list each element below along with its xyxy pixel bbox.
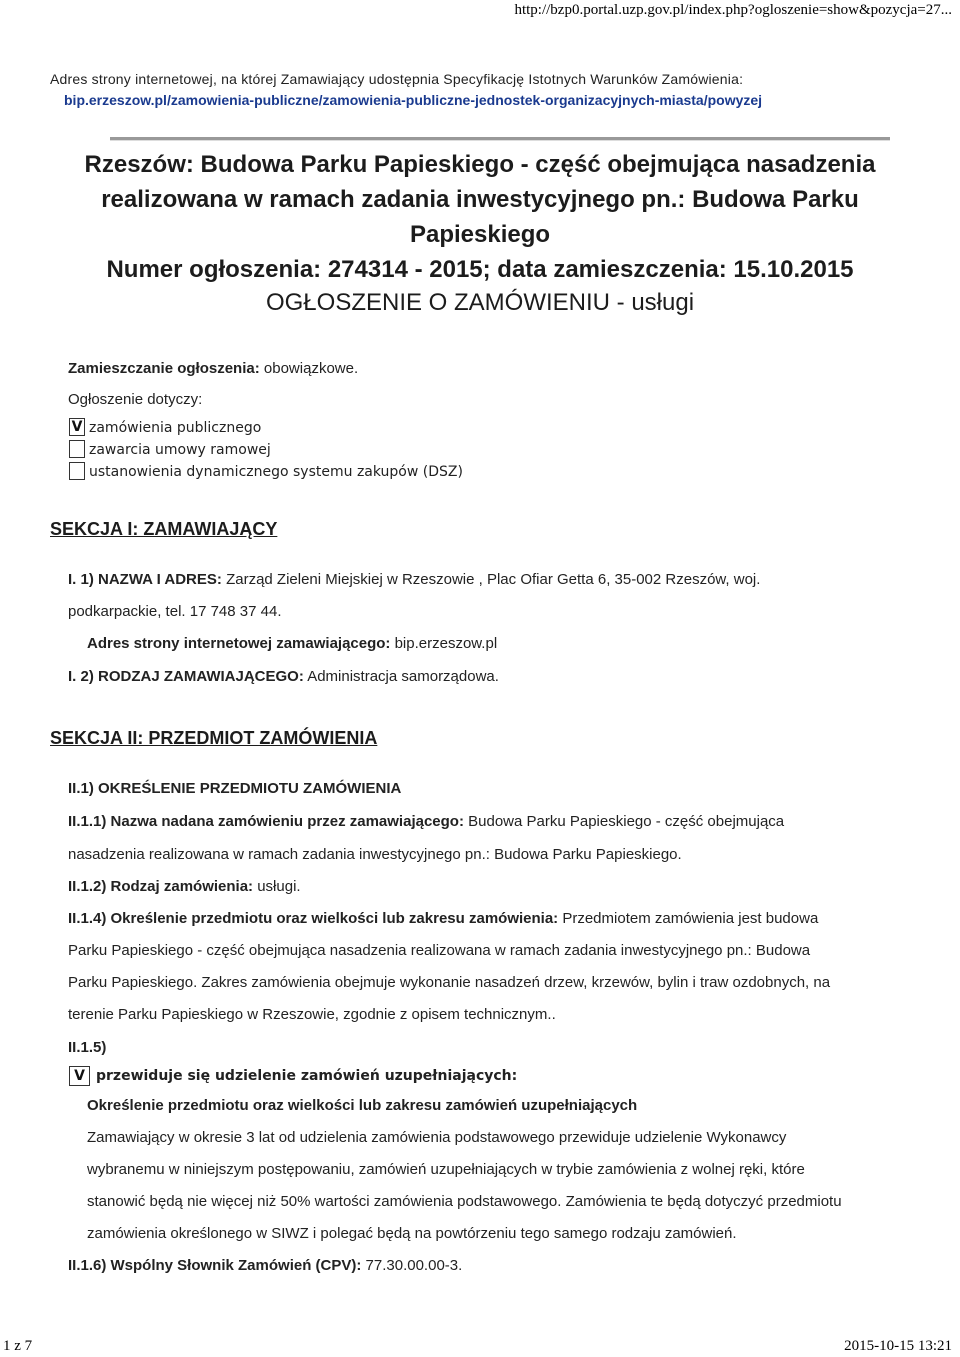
contract-type-value: usługi. (257, 878, 301, 895)
authority-website-row (87, 635, 497, 652)
placement-row (68, 360, 358, 377)
section-2-heading: SEKCJA II: PRZEDMIOT ZAMÓWIENIA (50, 728, 378, 748)
concerns-label: Ogłoszenie dotyczy: (68, 391, 203, 408)
horizontal-rule (110, 137, 890, 141)
page-url: http://bzp0.portal.uzp.gov.pl/index.php?ogloszenie=show&pozycja=27... (514, 2, 952, 18)
section-1-heading: SEKCJA I: ZAMAWIAJĄCY (50, 519, 278, 539)
contract-type-label: II.1.2) Rodzaj zamówienia: (68, 878, 254, 895)
subject-scope-line-3: Parku Papieskiego. Zakres zamówienia obejmuje wykonanie nasadzeń drzew, krzewów, bylin i traw ozdobnych, na (68, 974, 831, 991)
placement-value: obowiązkowe. (263, 360, 359, 377)
supplementary-orders-line-2: wybranemu w niniejszym postępowaniu, zamówień uzupełniających w trybie zamówienia z wolnej ręki, które (87, 1161, 805, 1178)
contract-type-row (68, 878, 301, 895)
notice-title-line-1: Rzeszów: Budowa Parku Papieskiego - część obejmująca nasadzenia (84, 151, 876, 178)
authority-website-value: bip.erzeszow.pl (394, 635, 498, 652)
subject-scope-line-2: Parku Papieskiego - część obejmująca nasadzenia realizowana w ramach zadania inwestycyjnego pn.: Budowa (68, 942, 811, 959)
contract-name-value: Budowa Parku Papieskiego - część obejmująca (468, 813, 785, 830)
notice-title-line-3: Papieskiego (409, 221, 551, 248)
subject-scope-label: II.1.4) Określenie przedmiotu oraz wielkości lub zakresu zamówienia: (68, 910, 559, 927)
checkbox-label-framework-agreement: zawarcia umowy ramowej (89, 442, 271, 458)
checkbox-label-public-procurement: zamówienia publicznego (89, 420, 262, 436)
contract-name-row (68, 813, 784, 830)
page-number: 1 z 7 (3, 1338, 33, 1354)
cpv-value: 77.30.00.00-3. (365, 1257, 463, 1274)
checkbox-dps (69, 462, 85, 480)
supplementary-orders-line-3: stanowić będą nie więcej niż 50% wartości zamówienia podstawowego. Zamówienia te będą dotyczyć przedmiotu (87, 1193, 842, 1210)
siwz-address-label: Adres strony internetowej, na której Zamawiający udostępnia Specyfikację Istotnych Warunków Zamówienia: (50, 71, 744, 87)
placement-label: Zamieszczanie ogłoszenia: (68, 360, 260, 377)
contracting-authority-name-row (68, 571, 760, 588)
subject-scope-line-4: terenie Parku Papieskiego w Rzeszowie, zgodnie z opisem technicznym.. (68, 1006, 556, 1023)
contract-name-label: II.1.1) Nazwa nadana zamówieniu przez zamawiającego: (68, 813, 464, 830)
supplementary-orders-label: II.1.5) (68, 1039, 107, 1056)
notice-title-line-2: realizowana w ramach zadania inwestycyjnego pn.: Budowa Parku (101, 186, 859, 213)
cpv-label: II.1.6) Wspólny Słownik Zamówień (CPV): (68, 1257, 362, 1274)
print-datetime: 2015-10-15 13:21 (844, 1338, 952, 1354)
authority-type-row (68, 668, 499, 685)
cpv-row (68, 1257, 462, 1274)
subject-scope-value: Przedmiotem zamówienia jest budowa (562, 910, 819, 927)
contract-name-value-line-2: nasadzenia realizowana w ramach zadania inwestycyjnego pn.: Budowa Parku Papieskiego. (68, 846, 682, 863)
subject-definition-heading: II.1) OKREŚLENIE PRZEDMIOTU ZAMÓWIENIA (68, 780, 402, 797)
siwz-address-link[interactable]: bip.erzeszow.pl/zamowienia-publiczne/zamowienia-publiczne-jednostek-organizacyjnych-miasta/powyzej (64, 92, 763, 108)
contracting-authority-address-line-2: podkarpackie, tel. 17 748 37 44. (68, 603, 282, 620)
checkbox-framework-agreement (69, 440, 85, 458)
name-address-label: I. 1) NAZWA I ADRES: (68, 571, 222, 588)
supplementary-orders-line-4: zamówienia określonego w SIWZ i polegać będą na powtórzeniu tego samego rodzaju zamówień. (87, 1225, 737, 1242)
checkbox-supplementary-orders: V (69, 1066, 90, 1086)
checkbox-label-supplementary-orders: przewiduje się udzielenie zamówień uzupełniających: (96, 1068, 518, 1084)
checkbox-public-procurement: V (69, 418, 85, 436)
checkbox-label-dps: ustanowienia dynamicznego systemu zakupów (DSZ) (89, 464, 463, 480)
subject-scope-row (68, 910, 818, 927)
notice-number: Numer ogłoszenia: 274314 - 2015; data zamieszczenia: 15.10.2015 (106, 256, 854, 283)
notice-type: OGŁOSZENIE O ZAMÓWIENIU - usługi (265, 289, 695, 316)
authority-website-label: Adres strony internetowej zamawiającego: (87, 635, 391, 652)
name-address-value: Zarząd Zieleni Miejskiej w Rzeszowie , Plac Ofiar Getta 6, 35-002 Rzeszów, woj. (226, 571, 761, 588)
authority-type-label: I. 2) RODZAJ ZAMAWIAJĄCEGO: (68, 668, 304, 685)
supplementary-orders-line-1: Zamawiający w okresie 3 lat od udzielenia zamówienia podstawowego przewiduje udzielenie Wykonawcy (87, 1129, 787, 1146)
supplementary-orders-subheading: Określenie przedmiotu oraz wielkości lub zakresu zamówień uzupełniających (87, 1097, 638, 1114)
authority-type-value: Administracja samorządowa. (307, 668, 499, 685)
